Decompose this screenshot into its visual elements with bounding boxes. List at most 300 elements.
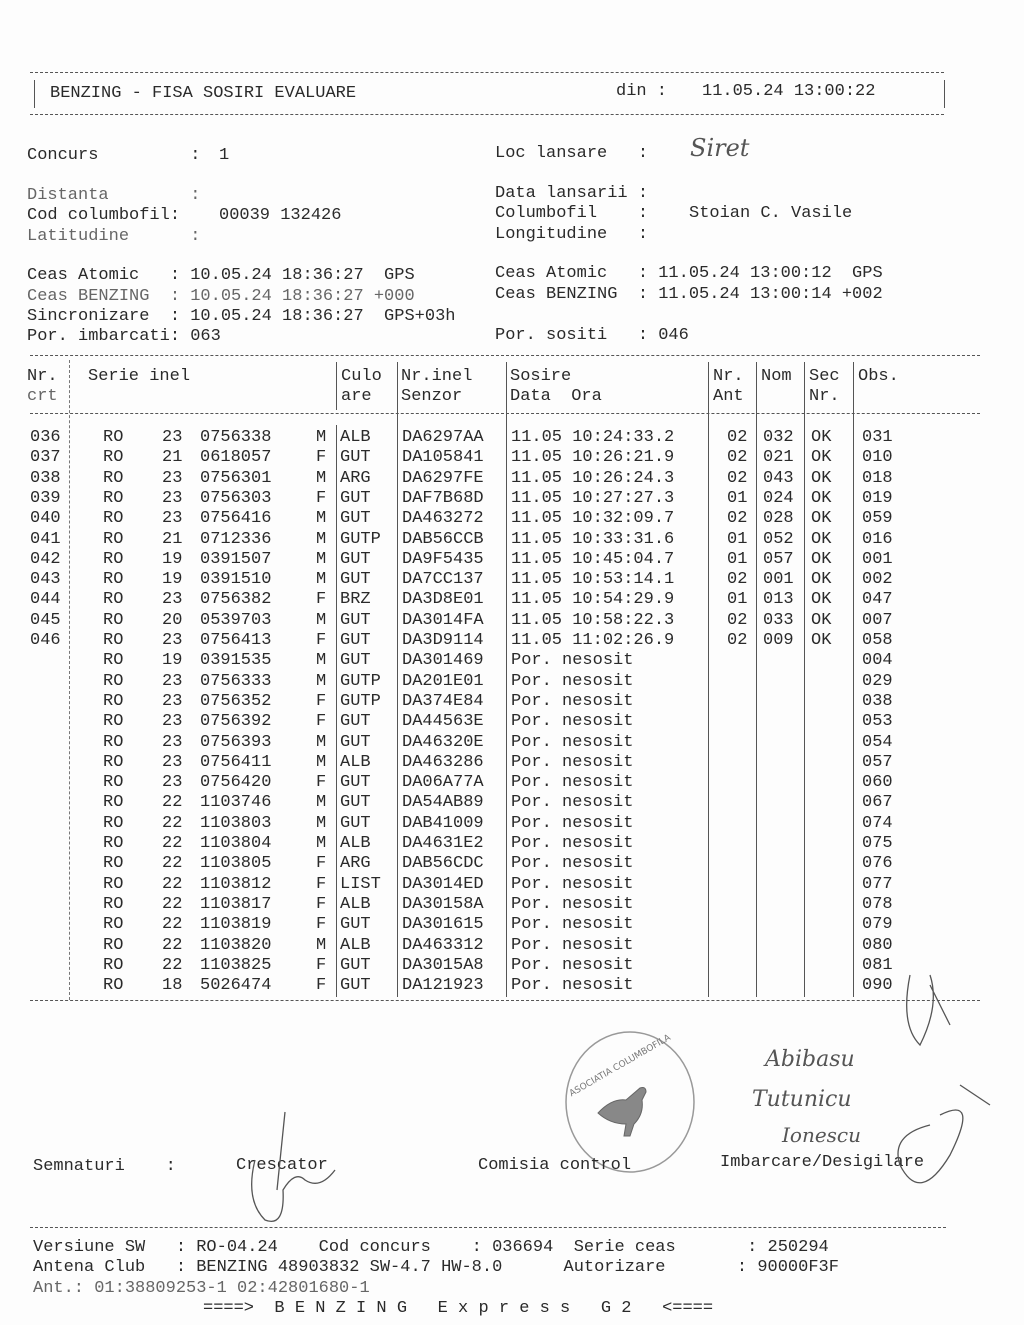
cell-security-nr: OK [811, 448, 832, 468]
cell-observation: 077 [862, 874, 893, 894]
cell-sex: M [316, 752, 327, 772]
clock-left-3: Sincronizare : 10.05.24 18:36:27 GPS+03h [27, 307, 456, 326]
loc-lansare-label: Loc lansare : [495, 144, 649, 163]
cell-ring-number: 0756411 [200, 752, 272, 772]
table-row [0, 733, 1024, 753]
cell-observation: 060 [862, 773, 893, 793]
cell-ring-year: 21 [162, 529, 183, 549]
cell-ring-country: RO [103, 915, 124, 935]
cell-ring-number: 0756333 [200, 671, 272, 691]
cell-observation: 047 [862, 590, 893, 610]
cell-color: ALB [340, 752, 371, 772]
cell-color: GUT [340, 773, 371, 793]
cell-color: GUT [340, 549, 371, 569]
cell-ring-year: 19 [162, 651, 183, 671]
cell-ring-year: 22 [162, 894, 183, 914]
table-row [0, 550, 1024, 570]
cell-ring-year: 23 [162, 773, 183, 793]
cell-ring-number: 0756392 [200, 712, 272, 732]
cell-ring-number: 1103817 [200, 894, 272, 914]
cell-sex: F [316, 915, 327, 935]
header-right-border [944, 80, 945, 108]
cell-ring-country: RO [103, 691, 124, 711]
cell-antenna-nr: 02 [727, 570, 748, 590]
cod-columbofil-label: Cod columbofil: [27, 206, 181, 225]
cell-ring-year: 23 [162, 631, 183, 650]
cell-color: ALB [340, 834, 371, 853]
cell-ring-number: 5026474 [200, 976, 272, 996]
cell-sensor-ring: DAB41009 [402, 813, 484, 833]
cell-observation: 076 [862, 854, 893, 874]
cell-ring-country: RO [103, 549, 124, 569]
th-culoare-2: are [341, 387, 372, 406]
table-row [0, 814, 1024, 834]
cell-sensor-ring: DA463312 [402, 935, 484, 955]
cell-security-nr: OK [811, 570, 832, 590]
cell-sex: F [316, 955, 327, 975]
cell-antenna-nr: 02 [727, 448, 748, 468]
cell-observation: 067 [862, 793, 893, 813]
cell-ring-year: 22 [162, 874, 183, 894]
crescator-label: Crescator [236, 1156, 328, 1175]
cell-security-nr: OK [811, 509, 832, 529]
table-row [0, 834, 1024, 854]
cell-arrival: 11.05 10:58:22.3 [511, 610, 675, 630]
cell-row-number: 042 [30, 549, 61, 569]
cell-sex: M [316, 671, 327, 691]
cell-sex: F [316, 448, 327, 468]
cell-ring-country: RO [103, 955, 124, 975]
cell-color: BRZ [340, 590, 371, 610]
cell-arrival: Por. nesosit [511, 854, 634, 874]
cell-ring-country: RO [103, 488, 124, 508]
th-sosire-2: Data Ora [510, 387, 602, 406]
cell-sensor-ring: DA9F5435 [402, 549, 484, 569]
cell-ring-country: RO [103, 834, 124, 853]
cell-ring-year: 22 [162, 955, 183, 975]
cell-ring-country: RO [103, 428, 124, 447]
cell-ring-country: RO [103, 874, 124, 894]
stamp-text: ASOCIATIA COLUMBOFILA [567, 1032, 673, 1100]
cell-observation: 019 [862, 488, 893, 508]
clock-right-1: Ceas Atomic : 11.05.24 13:00:12 GPS [495, 264, 883, 283]
cell-arrival: 11.05 10:53:14.1 [511, 570, 675, 590]
cell-nom: 057 [763, 549, 794, 569]
cell-ring-country: RO [103, 732, 124, 752]
cell-observation: 001 [862, 549, 893, 569]
cell-sensor-ring: DA3D9114 [402, 631, 484, 650]
footer-ant-line: Ant.: 01:38809253-1 02:42801680-1 [33, 1279, 370, 1298]
cell-color: GUTP [340, 529, 381, 549]
cell-sensor-ring: DA44563E [402, 712, 484, 732]
cell-observation: 079 [862, 915, 893, 935]
cell-nom: 001 [763, 570, 794, 590]
cell-ring-country: RO [103, 509, 124, 529]
cell-color: ALB [340, 428, 371, 447]
cell-sex: F [316, 590, 327, 610]
cell-nom: 043 [763, 468, 794, 488]
cell-color: ALB [340, 894, 371, 914]
cell-row-number: 036 [30, 428, 61, 447]
table-bottom-border [30, 1000, 980, 1001]
cell-nom: 032 [763, 428, 794, 447]
cell-sensor-ring: DA463286 [402, 752, 484, 772]
cell-sensor-ring: DA463272 [402, 509, 484, 529]
distanta-label: Distanta : [27, 186, 201, 205]
cell-sex: F [316, 773, 327, 793]
cell-arrival: Por. nesosit [511, 712, 634, 732]
cell-ring-year: 19 [162, 549, 183, 569]
cell-antenna-nr: 02 [727, 610, 748, 630]
table-row [0, 448, 1024, 468]
cell-security-nr: OK [811, 610, 832, 630]
cell-arrival: 11.05 10:54:29.9 [511, 590, 675, 610]
cell-observation: 075 [862, 834, 893, 853]
cell-row-number: 045 [30, 610, 61, 630]
cell-sensor-ring: DA301469 [402, 651, 484, 671]
cell-ring-number: 0756352 [200, 691, 272, 711]
th-senzor-2: Senzor [401, 387, 463, 406]
th-serie-inel: Serie inel [88, 367, 191, 386]
cell-arrival: Por. nesosit [511, 732, 634, 752]
cell-sensor-ring: DA374E84 [402, 691, 484, 711]
cell-observation: 053 [862, 712, 893, 732]
cell-ring-number: 0391535 [200, 651, 272, 671]
cell-observation: 090 [862, 976, 893, 996]
col-sep-culoare [336, 362, 337, 410]
cell-sex: F [316, 712, 327, 732]
cell-color: ALB [340, 935, 371, 955]
cell-arrival: Por. nesosit [511, 773, 634, 793]
cell-ring-number: 0756301 [200, 468, 272, 488]
cell-color: GUT [340, 813, 371, 833]
cell-ring-year: 23 [162, 691, 183, 711]
cell-observation: 004 [862, 651, 893, 671]
table-row [0, 875, 1024, 895]
th-sec-2: Nr. [809, 387, 840, 406]
cell-ring-number: 1103804 [200, 834, 272, 853]
cell-ring-country: RO [103, 468, 124, 488]
cell-security-nr: OK [811, 590, 832, 610]
cell-sensor-ring: DA3015A8 [402, 955, 484, 975]
table-top-border [30, 355, 980, 356]
table-row [0, 590, 1024, 610]
data-lansarii-label: Data lansarii : [495, 184, 649, 203]
table-row [0, 509, 1024, 529]
cell-sex: M [316, 834, 327, 853]
cell-color: GUT [340, 610, 371, 630]
cell-ring-year: 18 [162, 976, 183, 996]
cell-sensor-ring: DA3014ED [402, 874, 484, 894]
cell-ring-year: 23 [162, 488, 183, 508]
cell-sex: F [316, 976, 327, 996]
cell-ring-country: RO [103, 752, 124, 772]
cell-ring-country: RO [103, 610, 124, 630]
cell-ring-country: RO [103, 773, 124, 793]
cell-ring-number: 0391510 [200, 570, 272, 590]
header-date-label: din : [616, 82, 668, 101]
cell-ring-year: 21 [162, 448, 183, 468]
th-senzor-1: Nr.inel [401, 367, 473, 386]
cell-ring-number: 0756416 [200, 509, 272, 529]
th-ant-1: Nr. [713, 367, 744, 386]
cell-observation: 031 [862, 428, 893, 447]
cell-ring-year: 23 [162, 752, 183, 772]
table-row [0, 793, 1024, 813]
cell-row-number: 039 [30, 488, 61, 508]
cell-antenna-nr: 02 [727, 631, 748, 650]
cell-sex: M [316, 651, 327, 671]
cell-ring-number: 1103746 [200, 793, 272, 813]
cell-sensor-ring: DA6297AA [402, 428, 484, 447]
cell-ring-country: RO [103, 854, 124, 874]
cell-antenna-nr: 02 [727, 509, 748, 529]
cell-arrival: 11.05 10:33:31.6 [511, 529, 675, 549]
cell-sex: F [316, 874, 327, 894]
footer-banner: ====> B E N Z I N G E x p r e s s G 2 <==== [203, 1299, 714, 1318]
cell-sensor-ring: DA54AB89 [402, 793, 484, 813]
cell-sex: M [316, 509, 327, 529]
cell-observation: 010 [862, 448, 893, 468]
table-row [0, 489, 1024, 509]
cell-observation: 074 [862, 813, 893, 833]
cell-antenna-nr: 02 [727, 468, 748, 488]
crescator-signature-icon [225, 1110, 355, 1230]
cell-ring-year: 19 [162, 570, 183, 590]
cell-sensor-ring: DA121923 [402, 976, 484, 996]
table-row [0, 651, 1024, 671]
cell-color: GUT [340, 955, 371, 975]
cell-ring-number: 0712336 [200, 529, 272, 549]
clock-left-2: Ceas BENZING : 10.05.24 18:36:27 +000 [27, 287, 415, 306]
cell-ring-country: RO [103, 651, 124, 671]
table-row [0, 712, 1024, 732]
th-culoare-1: Culo [341, 367, 382, 386]
cell-sex: F [316, 488, 327, 508]
longitudine-label: Longitudine : [495, 225, 649, 244]
cell-ring-country: RO [103, 793, 124, 813]
header-top-border [30, 72, 944, 73]
cell-sensor-ring: DA301615 [402, 915, 484, 935]
header-left-border [34, 80, 35, 108]
cell-ring-number: 1103803 [200, 813, 272, 833]
cell-ring-year: 22 [162, 935, 183, 955]
cell-color: GUT [340, 793, 371, 813]
pigeon-icon [598, 1088, 646, 1137]
cell-ring-country: RO [103, 448, 124, 468]
cell-ring-year: 23 [162, 428, 183, 447]
cell-nom: 009 [763, 631, 794, 650]
cell-color: GUT [340, 570, 371, 590]
cell-color: GUT [340, 976, 371, 996]
cell-color: GUT [340, 448, 371, 468]
cell-arrival: 11.05 11:02:26.9 [511, 631, 675, 650]
cell-color: GUTP [340, 691, 381, 711]
cell-ring-country: RO [103, 570, 124, 590]
concurs-value: 1 [219, 146, 230, 165]
footer-versiune-line: Versiune SW : RO-04.24 Cod concurs : 036694 Serie ceas : 250294 [33, 1238, 829, 1257]
cod-columbofil-value: 00039 132426 [219, 206, 342, 225]
cell-row-number: 037 [30, 448, 61, 468]
cell-arrival: Por. nesosit [511, 874, 634, 894]
cell-sex: F [316, 854, 327, 874]
cell-row-number: 040 [30, 509, 61, 529]
cell-arrival: Por. nesosit [511, 793, 634, 813]
cell-row-number: 044 [30, 590, 61, 610]
cell-arrival: 11.05 10:45:04.7 [511, 549, 675, 569]
cell-ring-number: 0756303 [200, 488, 272, 508]
columbofil-label: Columbofil : [495, 204, 649, 223]
cell-security-nr: OK [811, 529, 832, 549]
cell-antenna-nr: 01 [727, 549, 748, 569]
th-sec-1: Sec [809, 367, 840, 386]
cell-observation: 007 [862, 610, 893, 630]
cell-ring-year: 22 [162, 834, 183, 853]
cell-color: GUT [340, 915, 371, 935]
cell-sensor-ring: DA3014FA [402, 610, 484, 630]
cell-arrival: Por. nesosit [511, 915, 634, 935]
cell-color: GUT [340, 712, 371, 732]
cell-ring-number: 0391507 [200, 549, 272, 569]
cell-ring-number: 1103812 [200, 874, 272, 894]
cell-ring-number: 1103805 [200, 854, 272, 874]
cell-sex: M [316, 813, 327, 833]
cell-arrival: Por. nesosit [511, 894, 634, 914]
cell-ring-number: 1103819 [200, 915, 272, 935]
cell-sex: M [316, 428, 327, 447]
cell-ring-number: 0756420 [200, 773, 272, 793]
cell-sensor-ring: DA3D8E01 [402, 590, 484, 610]
clock-left-4: Por. imbarcati: 063 [27, 327, 221, 346]
cell-arrival: Por. nesosit [511, 813, 634, 833]
footer-top-border [30, 1227, 946, 1228]
cell-sex: M [316, 468, 327, 488]
cell-color: GUT [340, 488, 371, 508]
cell-sex: M [316, 529, 327, 549]
cell-security-nr: OK [811, 549, 832, 569]
table-row [0, 570, 1024, 590]
cell-antenna-nr: 01 [727, 529, 748, 549]
cell-color: ARG [340, 468, 371, 488]
cell-observation: 057 [862, 752, 893, 772]
cell-antenna-nr: 01 [727, 488, 748, 508]
cell-security-nr: OK [811, 428, 832, 447]
cell-arrival: Por. nesosit [511, 691, 634, 711]
cell-nom: 024 [763, 488, 794, 508]
cell-sex: M [316, 570, 327, 590]
cell-ring-year: 23 [162, 712, 183, 732]
cell-observation: 059 [862, 509, 893, 529]
cell-sensor-ring: DA6297FE [402, 468, 484, 488]
cell-sensor-ring: DA4631E2 [402, 834, 484, 853]
cell-sensor-ring: DAB56CDC [402, 854, 484, 874]
cell-sex: M [316, 610, 327, 630]
cell-ring-country: RO [103, 894, 124, 914]
cell-sex: M [316, 732, 327, 752]
cell-row-number: 041 [30, 529, 61, 549]
cell-color: GUTP [340, 671, 381, 691]
semnaturi-label: Semnaturi : [33, 1157, 176, 1176]
cell-ring-year: 20 [162, 610, 183, 630]
th-nr: Nr. [27, 367, 58, 386]
cell-observation: 016 [862, 529, 893, 549]
th-nom: Nom [761, 367, 792, 386]
cell-arrival: Por. nesosit [511, 976, 634, 996]
header-date-value: 11.05.24 13:00:22 [702, 82, 876, 101]
cell-sensor-ring: DAF7B68D [402, 488, 484, 508]
cell-ring-country: RO [103, 671, 124, 691]
cell-arrival: Por. nesosit [511, 671, 634, 691]
cell-sex: M [316, 793, 327, 813]
cell-sensor-ring: DAB56CCB [402, 529, 484, 549]
table-row [0, 936, 1024, 956]
cell-arrival: Por. nesosit [511, 935, 634, 955]
cell-color: GUT [340, 651, 371, 671]
cell-ring-number: 1103825 [200, 955, 272, 975]
cell-sex: M [316, 549, 327, 569]
th-crt: crt [27, 387, 58, 406]
signature-handwritten-2: Tutunicu [752, 1087, 852, 1112]
cell-ring-number: 0756393 [200, 732, 272, 752]
clock-left-1: Ceas Atomic : 10.05.24 18:36:27 GPS [27, 266, 415, 285]
table-row [0, 469, 1024, 489]
comisia-control-label: Comisia control [478, 1156, 632, 1175]
cell-ring-year: 23 [162, 590, 183, 610]
cell-ring-country: RO [103, 976, 124, 996]
cell-ring-country: RO [103, 631, 124, 650]
document-title: BENZING - FISA SOSIRI EVALUARE [50, 84, 357, 103]
cell-ring-year: 23 [162, 468, 183, 488]
cell-ring-number: 0539703 [200, 610, 272, 630]
cell-ring-year: 22 [162, 915, 183, 935]
table-header-bottom-border [30, 413, 980, 414]
cell-ring-year: 23 [162, 509, 183, 529]
th-ant-2: Ant [713, 387, 744, 406]
cell-row-number: 043 [30, 570, 61, 590]
table-row [0, 672, 1024, 692]
cell-arrival: Por. nesosit [511, 651, 634, 671]
cell-arrival: Por. nesosit [511, 955, 634, 975]
loc-lansare-handwritten: Siret [690, 134, 750, 162]
header-bottom-border [30, 114, 944, 115]
cell-sensor-ring: DA201E01 [402, 671, 484, 691]
cell-ring-country: RO [103, 590, 124, 610]
cell-arrival: Por. nesosit [511, 752, 634, 772]
table-row [0, 692, 1024, 712]
cell-observation: 002 [862, 570, 893, 590]
cell-ring-year: 23 [162, 671, 183, 691]
signature-handwritten-3: Ionescu [782, 1123, 862, 1147]
clock-right-4: Por. sositi : 046 [495, 326, 689, 345]
cell-row-number: 038 [30, 468, 61, 488]
cell-nom: 013 [763, 590, 794, 610]
cell-sex: F [316, 691, 327, 711]
cell-observation: 029 [862, 671, 893, 691]
table-row [0, 854, 1024, 874]
cell-arrival: 11.05 10:26:21.9 [511, 448, 675, 468]
table-row [0, 895, 1024, 915]
footer-antena-line: Antena Club : BENZING 48903832 SW-4.7 HW-8.0 Autorizare : 90000F3F [33, 1258, 839, 1277]
cell-ring-number: 0756338 [200, 428, 272, 447]
cell-observation: 058 [862, 631, 893, 650]
cell-ring-number: 0618057 [200, 448, 272, 468]
cell-sensor-ring: DA06A77A [402, 773, 484, 793]
table-row [0, 611, 1024, 631]
th-obs: Obs. [858, 367, 899, 386]
cell-nom: 033 [763, 610, 794, 630]
cell-security-nr: OK [811, 631, 832, 650]
cell-observation: 078 [862, 894, 893, 914]
